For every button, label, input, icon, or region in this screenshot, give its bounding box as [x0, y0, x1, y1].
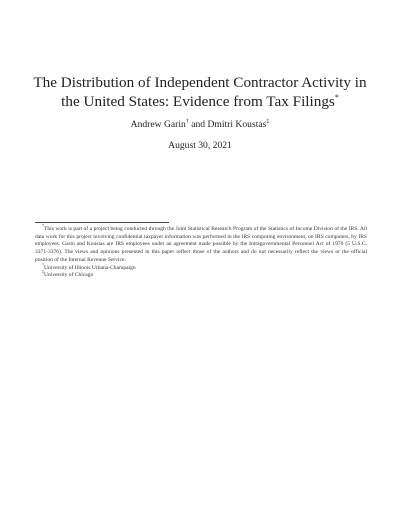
title-line-1: The Distribution of Independent Contractor Activity in [33, 74, 367, 91]
footnote-mark: ‡ [42, 269, 44, 275]
author-name: Dmitri Koustas [207, 119, 267, 130]
author-list [30, 118, 370, 131]
paper-date: August 30, 2021 [168, 140, 232, 151]
footnote-mark: † [42, 261, 44, 267]
author-name: Andrew Garin [130, 119, 186, 130]
author-affiliation-mark: ‡ [266, 118, 270, 125]
paper-title [30, 73, 370, 111]
footnote-text: University of Illinois Urbana-Champaign [44, 264, 136, 271]
footnotes [35, 223, 367, 280]
footnote-text: This work is part of a project being conducted through the Joint Statistical Research Program of the Statistics of Income Division of the IRS. All data work for this project involving confidential taxpayer information was performed in the IRS computing environment, on IRS computers, by IRS employees. Garin and Koustas are IRS employees under an agreement made possible by the Intragovernmental Personnel Act of 1970 (5 U.S.C. 3371-3376). The views and opinions presented in this paper reflect those of the authors and do not necessarily reflect the views or the official position of the Internal Revenue Service. [35, 226, 367, 263]
footnote-mark: * [42, 223, 44, 229]
footnote-text: University of Chicago [44, 272, 94, 279]
footnote-divider [35, 222, 169, 223]
author-separator: and [188, 119, 208, 130]
title-footnote-mark: * [334, 92, 339, 102]
author-affiliation-mark: † [185, 118, 189, 125]
title-line-2: the United States: Evidence from Tax Filings [61, 93, 335, 110]
footnote-affiliation [35, 269, 367, 280]
footnote-acknowledgment [35, 223, 367, 265]
